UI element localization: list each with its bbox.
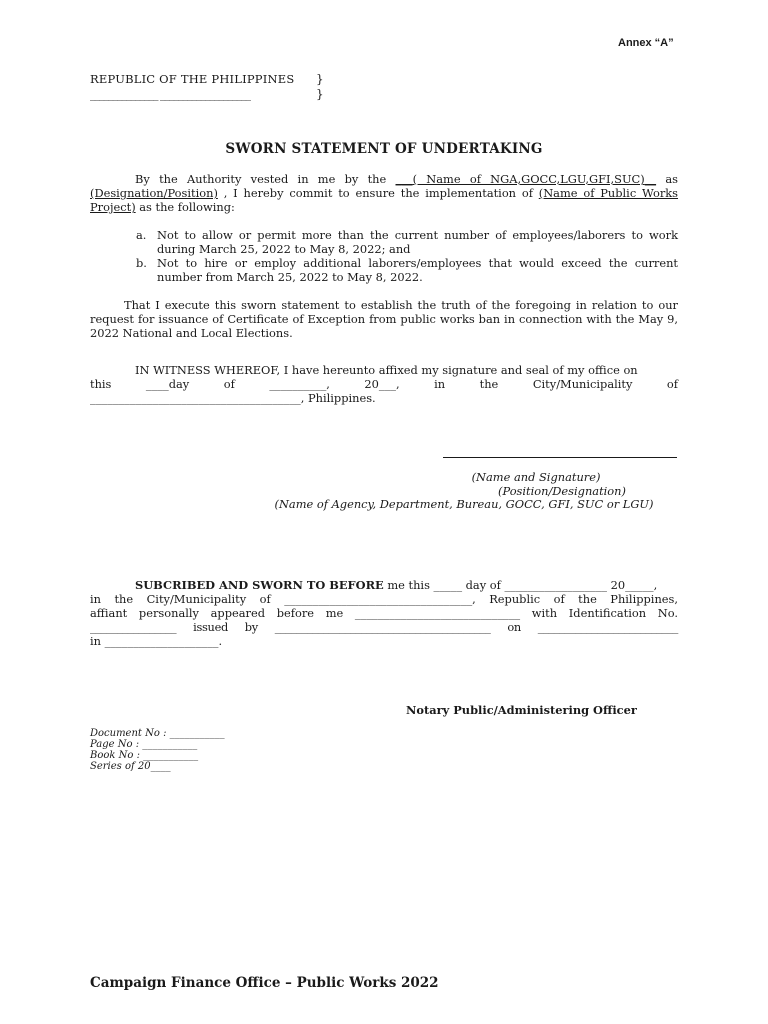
intro-paragraph	[90, 172, 678, 214]
signatory-agency: (Name of Agency, Department, Bureau, GOCC, GFI, SUC or LGU)	[274, 497, 654, 511]
jurat-line-5: in ____________________.	[90, 634, 223, 648]
annex-label: Annex “A”	[618, 37, 674, 49]
list-item-text: Not to allow or permit more than the current number of employees/laborers to work during March 25, 2022 to May 8, 2022; and	[157, 228, 678, 256]
witness-paragraph	[90, 363, 678, 405]
intro-text-4: as the following:	[139, 200, 235, 214]
list-marker: b.	[136, 256, 147, 270]
signature-line	[443, 457, 677, 458]
jurat-line-4: ________________ issued by ________________________________________ on __________________________	[90, 620, 678, 634]
jurat-paragraph	[90, 578, 678, 648]
intro-blank-pre: ___	[395, 172, 413, 186]
series-year: Series of 20____	[90, 761, 171, 772]
page-number: Page No : ___________	[90, 739, 198, 750]
undertaking-list	[90, 228, 678, 284]
list-marker: a.	[136, 228, 147, 242]
intro-text-2: as	[665, 172, 678, 186]
list-item-text: Not to hire or employ additional laborers/employees that would exceed the current number from March 25, 2022 to May 8, 2022.	[157, 256, 678, 284]
project-name-field: (Name of Public Works Project)	[90, 186, 679, 214]
intro-text-1: By the Authority vested in me by the	[135, 172, 387, 186]
intro-blank-post: __	[644, 172, 657, 186]
header-brace-1: }	[316, 72, 324, 86]
list-item	[90, 228, 678, 256]
page-footer: Campaign Finance Office – Public Works 2022	[90, 975, 439, 991]
jurat-bold-lead: SUBCRIBED AND SWORN TO BEFORE	[135, 578, 384, 592]
signatory-name: (Name and Signature)	[471, 470, 601, 484]
book-number: Book No : ___________	[90, 750, 199, 761]
designation-field: (Designation/Position)	[90, 186, 218, 200]
witness-line-3: _____________________________________, Philippines.	[90, 391, 376, 405]
list-item	[90, 256, 678, 284]
signatory-position: (Position/Designation)	[498, 484, 626, 498]
header-blank-line: _______________ ____________________	[90, 88, 250, 101]
purpose-text: That I execute this sworn statement to establish the truth of the foregoing in relation to our request for issuance of Certificate of Exception from public works ban in connection with the May 9, 2022 National and Local Elections.	[90, 298, 678, 340]
jurat-line-1	[90, 578, 678, 592]
jurat-line-3: affiant personally appeared before me _____________________________ with Identification No.	[90, 606, 678, 620]
witness-line-2: this ____day of __________, 20___, in the City/Municipality of	[90, 377, 678, 391]
nga-name-field: ( Name of NGA,GOCC,LGU,GFI,SUC)	[412, 172, 645, 186]
jurat-line-2: in the City/Municipality of _________________________________, Republic of the Philippines,	[90, 592, 678, 606]
header-brace-2: }	[316, 87, 324, 101]
intro-text-3: , I hereby commit to ensure the implementation of	[223, 186, 533, 200]
purpose-paragraph	[90, 298, 678, 340]
jurat-line-1-rest: me this _____ day of __________________ 20_____,	[387, 578, 658, 592]
notary-title: Notary Public/Administering Officer	[406, 703, 637, 717]
republic-heading: REPUBLIC OF THE PHILIPPINES	[90, 72, 295, 86]
witness-line-1: IN WITNESS WHEREOF, I have hereunto affixed my signature and seal of my office on	[135, 363, 638, 377]
document-title: SWORN STATEMENT OF UNDERTAKING	[225, 141, 543, 157]
document-number: Document No : ___________	[90, 728, 225, 739]
